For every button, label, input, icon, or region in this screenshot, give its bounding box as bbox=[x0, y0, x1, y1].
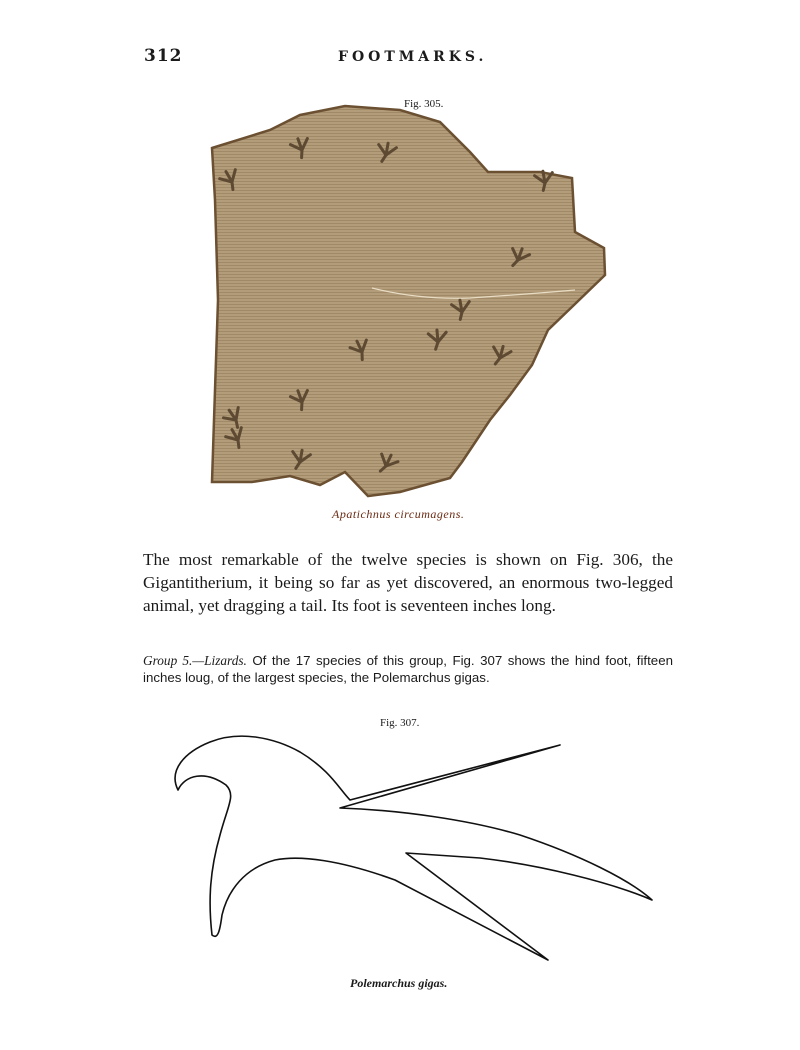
main-paragraph: The most remarkable of the twelve species is shown on Fig. 306, the Gigantitherium, it being so far as yet discovered, an enormous two-legged animal, yet dragging a tail. Its foot is seventeen inches long. bbox=[143, 550, 673, 615]
figure-305-caption: Apatichnus circumagens. bbox=[332, 507, 465, 521]
figure-307-label: Fig. 307. bbox=[380, 717, 420, 729]
polemarchus-foot-outline bbox=[175, 736, 652, 960]
figure-305-label: Fig. 305. bbox=[404, 98, 444, 110]
page-number: 312 bbox=[144, 46, 183, 66]
group-body: Of the 17 species of this group, Fig. 307 shows the hind foot, fifteen inches loug, of the largest species, the Polemarchus gigas. bbox=[143, 653, 673, 685]
running-title: FOOTMARKS. bbox=[338, 49, 488, 65]
group-heading: Group 5.—Lizards. bbox=[143, 653, 247, 668]
figure-307-caption: Polemarchus gigas. bbox=[350, 976, 448, 990]
